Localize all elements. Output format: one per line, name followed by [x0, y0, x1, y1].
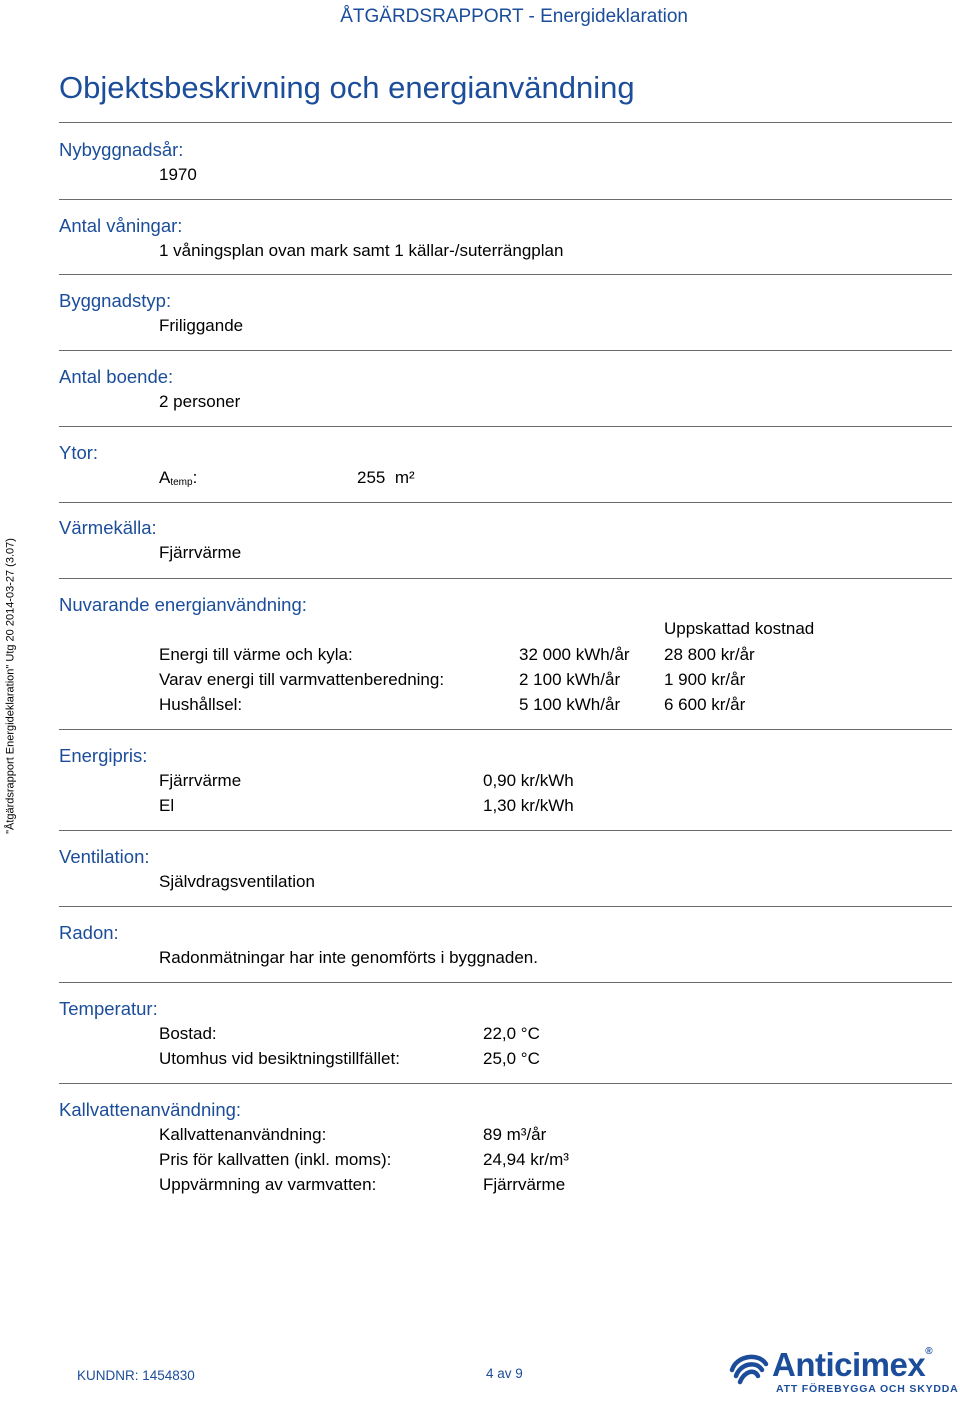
- energy-row-name: Hushållsel:: [159, 695, 243, 714]
- cold-water-row-name: Pris för kallvatten (inkl. moms):: [159, 1150, 392, 1169]
- energy-row-cost: 28 800 kr/år: [664, 645, 755, 664]
- energy-row-cost: 6 600 kr/år: [664, 695, 746, 714]
- building-type-label: Byggnadstyp:: [59, 290, 172, 311]
- divider: [59, 199, 952, 200]
- energy-price-label: Energipris:: [59, 745, 148, 766]
- divider: [59, 426, 952, 427]
- divider: [59, 502, 952, 503]
- energy-row-energy: 32 000 kWh/år: [519, 645, 630, 664]
- side-document-version: "Åtgärdsrapport Energideklaration" Utg 20 2014-03-27 (3.07): [4, 538, 17, 834]
- cold-water-row-value: 89 m³/år: [483, 1125, 547, 1144]
- heat-source-value: Fjärrvärme: [159, 543, 242, 562]
- temperature-row-name: Utomhus vid besiktningstillfället:: [159, 1049, 400, 1068]
- cold-water-row-value: 24,94 kr/m³: [483, 1150, 569, 1169]
- divider: [59, 982, 952, 983]
- divider: [59, 274, 952, 275]
- report-header-title: ÅTGÄRDSRAPPORT - Energideklaration: [340, 6, 688, 27]
- cold-water-row-value: Fjärrvärme: [483, 1175, 566, 1194]
- radon-label: Radon:: [59, 922, 119, 943]
- construction-year-label: Nybyggnadsår:: [59, 139, 184, 160]
- page-title: Objektsbeskrivning och energianvändning: [59, 70, 635, 105]
- construction-year-value: 1970: [159, 165, 197, 184]
- divider: [59, 1083, 952, 1084]
- logo-tagline: ATT FÖREBYGGA OCH SKYDDA: [776, 1383, 959, 1395]
- heat-source-label: Värmekälla:: [59, 517, 157, 538]
- atemp-label: Atemp:: [159, 468, 198, 488]
- ventilation-label: Ventilation:: [59, 846, 150, 867]
- divider: [59, 122, 952, 123]
- divider: [59, 350, 952, 351]
- anticimex-logo: [728, 1348, 958, 1396]
- energy-price-name: Fjärrvärme: [159, 771, 242, 790]
- temperature-row-value: 22,0 °C: [483, 1024, 540, 1043]
- floors-value: 1 våningsplan ovan mark samt 1 källar-/suterrängplan: [159, 241, 564, 260]
- temperature-row-value: 25,0 °C: [483, 1049, 540, 1068]
- cold-water-label: Kallvattenanvändning:: [59, 1099, 242, 1120]
- energy-price-name: El: [159, 796, 175, 815]
- energy-price-value: 1,30 kr/kWh: [483, 796, 574, 815]
- areas-label: Ytor:: [59, 442, 99, 463]
- energy-use-label: Nuvarande energianvändning:: [59, 594, 307, 615]
- divider: [59, 906, 952, 907]
- energy-row-energy: 2 100 kWh/år: [519, 670, 621, 689]
- ventilation-value: Självdragsventilation: [159, 872, 315, 891]
- page-number: 4 av 9: [486, 1366, 523, 1381]
- radon-value: Radonmätningar har inte genomförts i byggnaden.: [159, 948, 538, 967]
- temperature-row-name: Bostad:: [159, 1024, 217, 1043]
- atemp-value: 255 m²: [357, 468, 415, 487]
- estimated-cost-header: Uppskattad kostnad: [664, 619, 815, 638]
- logo-wordmark: Anticimex®: [772, 1346, 933, 1383]
- floors-label: Antal våningar:: [59, 215, 183, 236]
- cold-water-row-name: Uppvärmning av varmvatten:: [159, 1175, 377, 1194]
- energy-price-value: 0,90 kr/kWh: [483, 771, 574, 790]
- energy-row-name: Energi till värme och kyla:: [159, 645, 353, 664]
- temperature-label: Temperatur:: [59, 998, 158, 1019]
- energy-row-cost: 1 900 kr/år: [664, 670, 746, 689]
- residents-value: 2 personer: [159, 392, 241, 411]
- divider: [59, 578, 952, 579]
- energy-row-name: Varav energi till varmvattenberedning:: [159, 670, 445, 689]
- cold-water-row-name: Kallvattenanvändning:: [159, 1125, 327, 1144]
- anticimex-emblem-icon: [728, 1348, 770, 1388]
- customer-number: KUNDNR: 1454830: [77, 1368, 195, 1383]
- residents-label: Antal boende:: [59, 366, 174, 387]
- divider: [59, 729, 952, 730]
- building-type-value: Friliggande: [159, 316, 244, 335]
- divider: [59, 830, 952, 831]
- energy-row-energy: 5 100 kWh/år: [519, 695, 621, 714]
